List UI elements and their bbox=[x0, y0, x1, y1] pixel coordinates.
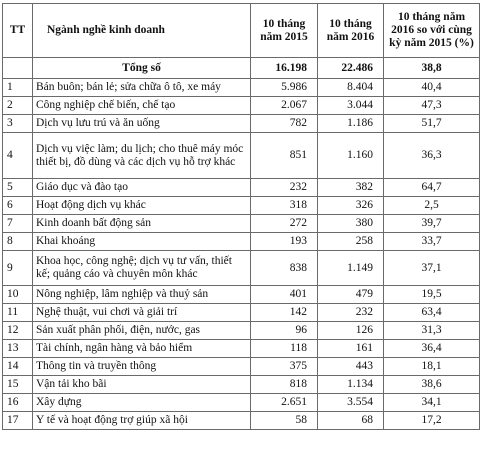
ratio-cell: 34,1 bbox=[384, 394, 480, 412]
value-2016-cell: 326 bbox=[318, 197, 384, 215]
row-number-cell: 7 bbox=[3, 215, 33, 233]
value-2015-cell: 5.986 bbox=[251, 79, 318, 97]
header-tt: TT bbox=[3, 4, 33, 58]
table-row bbox=[3, 233, 480, 251]
value-2016-cell: 161 bbox=[318, 340, 384, 358]
row-number-cell: 16 bbox=[3, 394, 33, 412]
industry-name-cell: Bán buôn; bán lẻ; sửa chữa ô tô, xe máy bbox=[33, 79, 251, 97]
table-row bbox=[3, 412, 480, 430]
total-2015: 16.198 bbox=[251, 58, 318, 79]
industry-name-cell: Giáo dục và đào tạo bbox=[33, 179, 251, 197]
value-2016-cell: 3.044 bbox=[318, 97, 384, 115]
ratio-cell: 63,4 bbox=[384, 304, 480, 322]
value-2016-cell: 479 bbox=[318, 286, 384, 304]
ratio-cell: 31,3 bbox=[384, 322, 480, 340]
ratio-cell: 17,2 bbox=[384, 412, 480, 430]
value-2016-cell: 3.554 bbox=[318, 394, 384, 412]
industry-name-cell: Dịch vụ lưu trú và ăn uống bbox=[33, 115, 251, 133]
value-2016-cell: 382 bbox=[318, 179, 384, 197]
ratio-cell: 40,4 bbox=[384, 79, 480, 97]
value-2016-cell: 380 bbox=[318, 215, 384, 233]
header-2015: 10 tháng năm 2015 bbox=[251, 4, 318, 58]
row-number-cell: 3 bbox=[3, 115, 33, 133]
value-2015-cell: 2.651 bbox=[251, 394, 318, 412]
industry-name-cell: Xây dựng bbox=[33, 394, 251, 412]
row-number-cell: 1 bbox=[3, 79, 33, 97]
value-2015-cell: 58 bbox=[251, 412, 318, 430]
ratio-cell: 47,3 bbox=[384, 97, 480, 115]
industry-name-cell: Sản xuất phân phối, điện, nước, gas bbox=[33, 322, 251, 340]
ratio-cell: 18,1 bbox=[384, 358, 480, 376]
value-2016-cell: 126 bbox=[318, 322, 384, 340]
row-number-cell: 4 bbox=[3, 133, 33, 179]
value-2015-cell: 272 bbox=[251, 215, 318, 233]
industry-name-cell: Công nghiệp chế biến, chế tạo bbox=[33, 97, 251, 115]
industry-name-cell: Nghệ thuật, vui chơi và giải trí bbox=[33, 304, 251, 322]
industry-name-cell: Vận tải kho bãi bbox=[33, 376, 251, 394]
ratio-cell: 51,7 bbox=[384, 115, 480, 133]
table-row bbox=[3, 322, 480, 340]
table-row bbox=[3, 215, 480, 233]
value-2015-cell: 375 bbox=[251, 358, 318, 376]
industry-name-cell: Khai khoáng bbox=[33, 233, 251, 251]
total-label: Tổng số bbox=[33, 58, 251, 79]
table-row bbox=[3, 79, 480, 97]
ratio-cell: 33,7 bbox=[384, 233, 480, 251]
value-2016-cell: 1.134 bbox=[318, 376, 384, 394]
header-2016: 10 tháng năm 2016 bbox=[318, 4, 384, 58]
industry-name-cell: Kinh doanh bất động sản bbox=[33, 215, 251, 233]
industry-name-cell: Dịch vụ việc làm; du lịch; cho thuê máy móc thiết bị, đồ dùng và các dịch vụ hỗ trợ khác bbox=[33, 133, 251, 179]
value-2015-cell: 232 bbox=[251, 179, 318, 197]
value-2015-cell: 401 bbox=[251, 286, 318, 304]
value-2016-cell: 1.149 bbox=[318, 251, 384, 286]
total-row bbox=[3, 58, 480, 79]
ratio-cell: 2,5 bbox=[384, 197, 480, 215]
row-number-cell: 9 bbox=[3, 251, 33, 286]
table-row bbox=[3, 133, 480, 179]
value-2016-cell: 68 bbox=[318, 412, 384, 430]
value-2015-cell: 96 bbox=[251, 322, 318, 340]
header-industry: Ngành nghề kinh doanh bbox=[33, 4, 251, 58]
row-number-cell: 8 bbox=[3, 233, 33, 251]
row-number-cell: 6 bbox=[3, 197, 33, 215]
ratio-cell: 19,5 bbox=[384, 286, 480, 304]
table-row bbox=[3, 394, 480, 412]
row-number-cell: 17 bbox=[3, 412, 33, 430]
value-2015-cell: 838 bbox=[251, 251, 318, 286]
ratio-cell: 37,1 bbox=[384, 251, 480, 286]
value-2015-cell: 818 bbox=[251, 376, 318, 394]
value-2016-cell: 443 bbox=[318, 358, 384, 376]
row-number-cell: 12 bbox=[3, 322, 33, 340]
row-number-cell: 5 bbox=[3, 179, 33, 197]
value-2015-cell: 782 bbox=[251, 115, 318, 133]
total-2016: 22.486 bbox=[318, 58, 384, 79]
table-row bbox=[3, 97, 480, 115]
industry-name-cell: Tài chính, ngân hàng và bảo hiểm bbox=[33, 340, 251, 358]
value-2015-cell: 851 bbox=[251, 133, 318, 179]
industry-name-cell: Nông nghiệp, lâm nghiệp và thuỷ sản bbox=[33, 286, 251, 304]
business-statistics-table bbox=[2, 3, 480, 430]
value-2016-cell: 1.160 bbox=[318, 133, 384, 179]
ratio-cell: 38,6 bbox=[384, 376, 480, 394]
table-row bbox=[3, 197, 480, 215]
ratio-cell: 36,3 bbox=[384, 133, 480, 179]
row-number-cell: 14 bbox=[3, 358, 33, 376]
table-row bbox=[3, 115, 480, 133]
table-row bbox=[3, 286, 480, 304]
value-2016-cell: 8.404 bbox=[318, 79, 384, 97]
table-row bbox=[3, 304, 480, 322]
header-ratio: 10 tháng năm 2016 so với cùng kỳ năm 2015 (%) bbox=[384, 4, 480, 58]
ratio-cell: 39,7 bbox=[384, 215, 480, 233]
value-2016-cell: 232 bbox=[318, 304, 384, 322]
ratio-cell: 36,4 bbox=[384, 340, 480, 358]
row-number-cell: 11 bbox=[3, 304, 33, 322]
row-number-cell: 2 bbox=[3, 97, 33, 115]
row-number-cell: 13 bbox=[3, 340, 33, 358]
value-2015-cell: 318 bbox=[251, 197, 318, 215]
industry-name-cell: Y tế và hoạt động trợ giúp xã hội bbox=[33, 412, 251, 430]
value-2015-cell: 2.067 bbox=[251, 97, 318, 115]
table-row bbox=[3, 376, 480, 394]
table-row bbox=[3, 251, 480, 286]
value-2016-cell: 258 bbox=[318, 233, 384, 251]
table-row bbox=[3, 358, 480, 376]
table-row bbox=[3, 340, 480, 358]
value-2015-cell: 118 bbox=[251, 340, 318, 358]
industry-name-cell: Thông tin và truyền thông bbox=[33, 358, 251, 376]
header-row bbox=[3, 4, 480, 58]
ratio-cell: 64,7 bbox=[384, 179, 480, 197]
value-2016-cell: 1.186 bbox=[318, 115, 384, 133]
table-row bbox=[3, 179, 480, 197]
industry-name-cell: Hoạt động dịch vụ khác bbox=[33, 197, 251, 215]
total-ratio: 38,8 bbox=[384, 58, 480, 79]
row-number-cell: 10 bbox=[3, 286, 33, 304]
row-number-cell: 15 bbox=[3, 376, 33, 394]
value-2015-cell: 142 bbox=[251, 304, 318, 322]
value-2015-cell: 193 bbox=[251, 233, 318, 251]
total-tt-cell bbox=[3, 58, 33, 79]
industry-name-cell: Khoa học, công nghệ; dịch vụ tư vấn, thiết kế; quảng cáo và chuyên môn khác bbox=[33, 251, 251, 286]
